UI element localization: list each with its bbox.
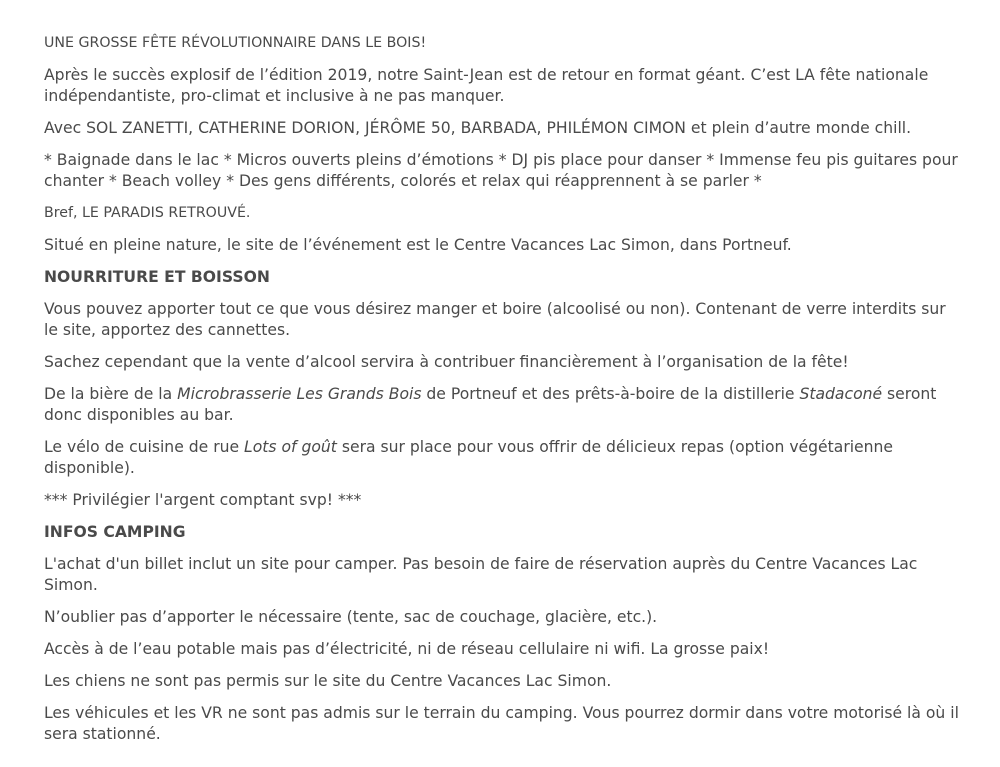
section-heading-camping: INFOS CAMPING	[44, 523, 186, 541]
intro-paragraph-artists: Avec SOL ZANETTI, CATHERINE DORION, JÉRÔME 50, BARBADA, PHILÉMON CIMON et plein d’autre monde chill.	[44, 119, 912, 137]
food-paragraph-1: Vous pouvez apporter tout ce que vous désirez manger et boire (alcoolisé ou non). Contenant de verre interdits sur le site, apportez des cannettes.	[44, 300, 946, 339]
intro-paragraph-summary: Bref, LE PARADIS RETROUVÉ.	[44, 205, 251, 221]
brewery-name: Microbrasserie Les Grands Bois	[177, 385, 422, 403]
camping-paragraph-2: N’oublier pas d’apporter le nécessaire (tente, sac de couchage, glacière, etc.).	[44, 608, 658, 626]
food-p3-text-a: De la bière de la	[44, 385, 178, 403]
intro-paragraph-1: Après le succès explosif de l’édition 2019, notre Saint-Jean est de retour en format géant. C’est LA fête nationale indépendantiste, pro-climat et inclusive à ne pas manquer.	[44, 66, 929, 105]
food-paragraph-3	[44, 384, 959, 426]
food-truck-name: Lots of goût	[244, 438, 337, 456]
food-paragraph-4	[44, 437, 959, 479]
camping-paragraph-3: Accès à de l’eau potable mais pas d’électricité, ni de réseau cellulaire ni wifi. La grosse paix!	[44, 640, 770, 658]
food-paragraph-2: Sachez cependant que la vente d’alcool servira à contribuer financièrement à l’organisation de la fête!	[44, 353, 849, 371]
food-p3-text-e: seront donc disponibles au bar.	[44, 385, 937, 424]
camping-paragraph-1: L'achat d'un billet inclut un site pour camper. Pas besoin de faire de réservation auprès du Centre Vacances Lac Simon.	[44, 555, 918, 594]
food-p4-text-c: sera sur place pour vous offrir de délicieux repas (option végétarienne disponible).	[44, 438, 894, 477]
intro-title: UNE GROSSE FÊTE RÉVOLUTIONNAIRE DANS LE BOIS!	[44, 35, 427, 51]
food-p4-text-a: Le vélo de cuisine de rue	[44, 438, 245, 456]
section-heading-food: NOURRITURE ET BOISSON	[44, 268, 270, 286]
intro-paragraph-activities: * Baignade dans le lac * Micros ouverts pleins d’émotions * DJ pis place pour danser * Immense feu pis guitares pour chanter * Beach volley * Des gens différents, colorés et relax qui réapprennent à se parler *	[44, 151, 958, 190]
food-paragraph-cash: *** Privilégier l'argent comptant svp! ***	[44, 491, 362, 509]
event-description	[44, 33, 959, 756]
distillery-name: Stadaconé	[799, 385, 883, 403]
camping-paragraph-4: Les chiens ne sont pas permis sur le site du Centre Vacances Lac Simon.	[44, 672, 612, 690]
intro-paragraph-location: Situé en pleine nature, le site de l’événement est le Centre Vacances Lac Simon, dans Portneuf.	[44, 236, 792, 254]
food-p3-text-c: de Portneuf et des prêts-à-boire de la distillerie	[421, 385, 800, 403]
camping-paragraph-5: Les véhicules et les VR ne sont pas admis sur le terrain du camping. Vous pourrez dormir dans votre motorisé là où il sera stationné.	[44, 704, 959, 743]
